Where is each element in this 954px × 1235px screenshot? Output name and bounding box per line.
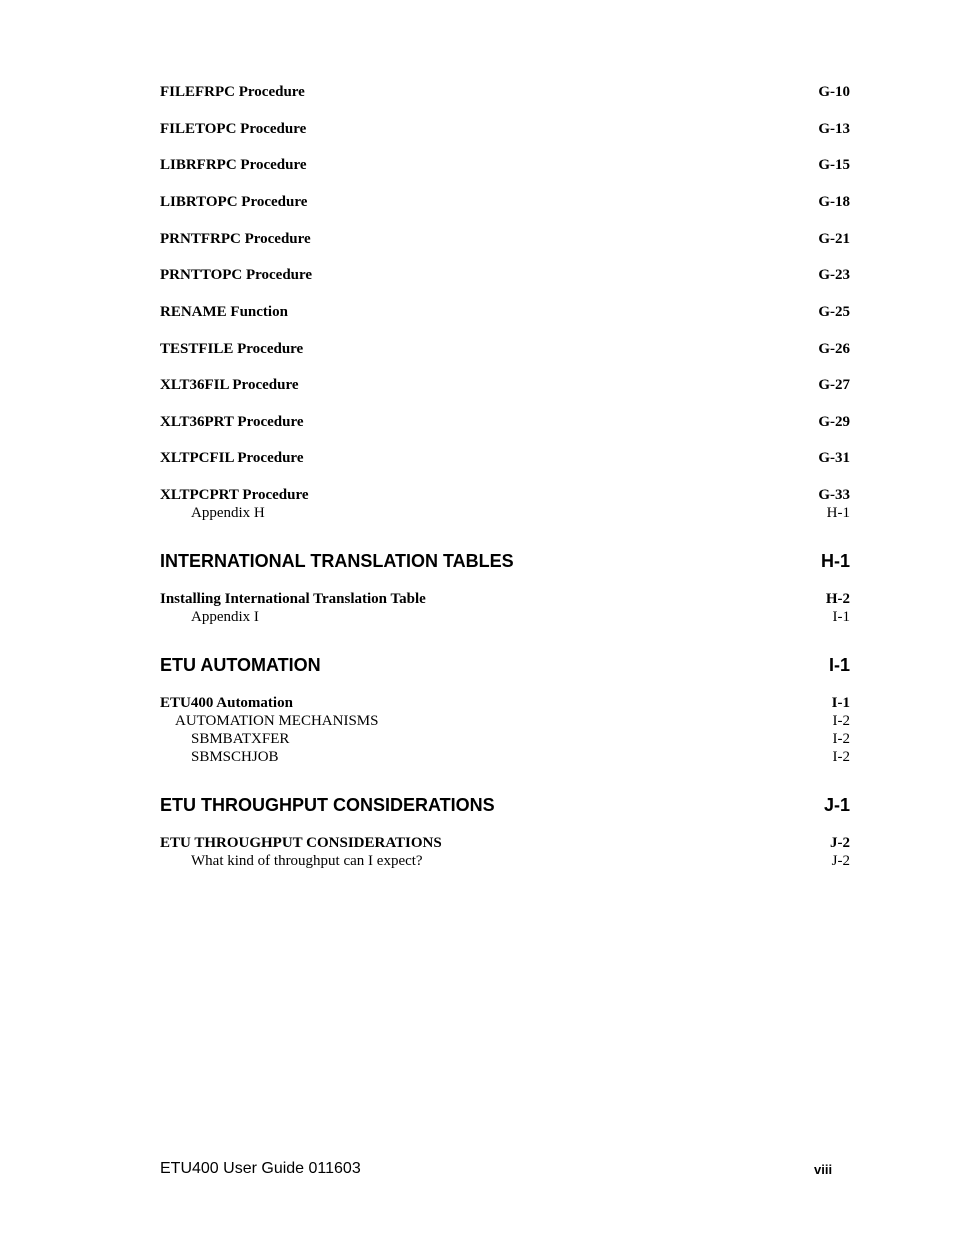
toc-chapter-page: J-1: [823, 795, 850, 815]
toc-entry-page: H-1: [826, 505, 850, 521]
toc-entry-page: G-13: [818, 121, 850, 137]
toc-entry[interactable]: [160, 695, 850, 712]
toc-subentry[interactable]: [160, 713, 850, 730]
toc-entry[interactable]: [160, 194, 850, 211]
toc-chapter[interactable]: [160, 795, 850, 816]
toc-entry-title: FILEFRPC Procedure: [160, 84, 305, 100]
toc-entry[interactable]: [160, 591, 850, 608]
toc-entry-page: G-27: [818, 377, 850, 393]
toc-entry[interactable]: [160, 157, 850, 174]
toc-entry-title: XLT36FIL Procedure: [160, 377, 299, 393]
toc-chapter-page: H-1: [820, 551, 850, 571]
toc-chapter[interactable]: [160, 655, 850, 676]
toc-entry-page: I-1: [832, 609, 850, 625]
toc-entry-title: LIBRTOPC Procedure: [160, 194, 308, 210]
toc-entry-page: J-2: [831, 853, 850, 869]
toc-entry-title: Installing International Translation Table: [160, 591, 426, 607]
toc-chapter-title: ETU AUTOMATION: [160, 655, 321, 675]
toc-subentry[interactable]: [160, 853, 850, 870]
toc-entry[interactable]: [160, 231, 850, 248]
toc-entry-page: H-2: [825, 591, 850, 607]
toc-entry-page: G-33: [818, 487, 850, 503]
toc-subentry[interactable]: [160, 749, 850, 766]
toc-entry-title: XLTPCFIL Procedure: [160, 450, 304, 466]
toc-entry-title: What kind of throughput can I expect?: [191, 853, 423, 869]
toc-entry-page: G-23: [818, 267, 850, 283]
toc-entry[interactable]: [160, 377, 850, 394]
toc-entry[interactable]: [160, 450, 850, 467]
toc-entry-title: RENAME Function: [160, 304, 288, 320]
toc-chapter[interactable]: [160, 551, 850, 572]
toc-entry-title: XLTPCPRT Procedure: [160, 487, 309, 503]
toc-subentry[interactable]: [160, 731, 850, 748]
toc-entry-title: PRNTTOPC Procedure: [160, 267, 313, 283]
toc-entry-page: G-29: [818, 414, 850, 430]
toc-entry[interactable]: [160, 487, 850, 504]
toc-entry-title: TESTFILE Procedure: [160, 341, 304, 357]
toc-entry-title: PRNTFRPC Procedure: [160, 231, 311, 247]
toc-entry-title: ETU400 Automation: [160, 695, 293, 711]
toc-chapter-title: ETU THROUGHPUT CONSIDERATIONS: [160, 795, 495, 815]
footer-document-title: ETU400 User Guide 011603: [160, 1160, 361, 1177]
toc-entry-page: G-21: [818, 231, 850, 247]
toc-entry-page: G-31: [818, 450, 850, 466]
toc-entry[interactable]: [160, 121, 850, 138]
toc-entry-title: AUTOMATION MECHANISMS: [175, 713, 379, 729]
toc-subentry[interactable]: [160, 505, 850, 522]
toc-entry-title: LIBRFRPC Procedure: [160, 157, 307, 173]
toc-entry-title: XLT36PRT Procedure: [160, 414, 304, 430]
toc-entry[interactable]: [160, 414, 850, 431]
toc-entry[interactable]: [160, 304, 850, 321]
toc-entry-page: J-2: [830, 835, 850, 851]
toc-chapter-page: I-1: [828, 655, 850, 675]
toc-entry[interactable]: [160, 835, 850, 852]
toc-entry-page: G-18: [818, 194, 850, 210]
toc-entry-page: I-2: [832, 731, 850, 747]
toc-entry-title: SBMSCHJOB: [191, 749, 279, 765]
toc-entry-page: G-15: [818, 157, 850, 173]
toc-entry-page: I-1: [831, 695, 850, 711]
toc-subentry[interactable]: [160, 609, 850, 626]
toc-chapter-title: INTERNATIONAL TRANSLATION TABLES: [160, 551, 514, 571]
footer-page-number: viii: [814, 1162, 833, 1177]
toc-entry[interactable]: [160, 84, 850, 101]
toc-entry-page: G-26: [818, 341, 850, 357]
toc-entry-page: I-2: [832, 713, 850, 729]
toc-entry-page: I-2: [832, 749, 850, 765]
toc-entry-title: ETU THROUGHPUT CONSIDERATIONS: [160, 835, 442, 851]
toc-entry-title: Appendix H: [191, 505, 265, 521]
toc-entry-page: G-25: [818, 304, 850, 320]
toc-entry[interactable]: [160, 341, 850, 358]
toc-entry-title: SBMBATXFER: [191, 731, 290, 747]
toc-entry[interactable]: [160, 267, 850, 284]
toc-entry-title: FILETOPC Procedure: [160, 121, 307, 137]
toc-entry-page: G-10: [818, 84, 850, 100]
toc-entry-title: Appendix I: [191, 609, 259, 625]
